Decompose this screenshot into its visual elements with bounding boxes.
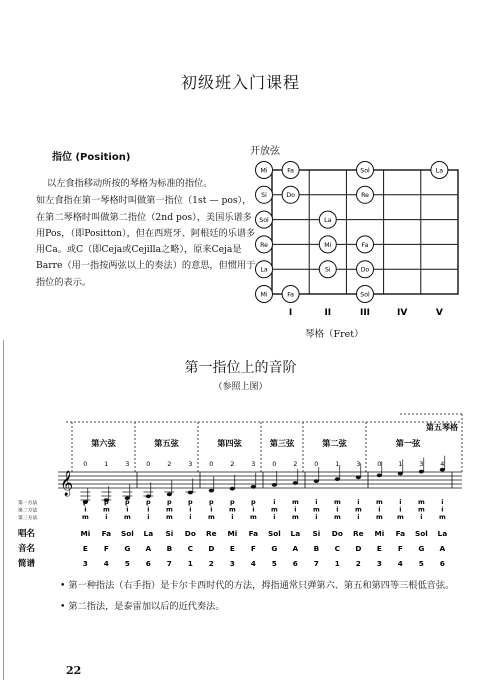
fingering-mark: m — [228, 505, 236, 514]
string-headers — [83, 438, 444, 468]
note-name: 2 — [208, 559, 214, 568]
fret-number: 2 — [293, 460, 298, 468]
note-head — [293, 481, 298, 485]
method-label: 第一方法 — [18, 501, 38, 506]
note-name: Mi — [80, 529, 91, 538]
fingering-mark: i — [189, 513, 192, 521]
note-name: F — [103, 544, 109, 553]
fingering-mark: p — [83, 498, 88, 506]
fret-number: 1 — [335, 460, 340, 468]
note-name: C — [187, 544, 194, 553]
fingering-mark: m — [333, 513, 341, 521]
fingering-mark: i — [273, 498, 276, 506]
fret-number: 3 — [419, 460, 424, 468]
fingering-mark: m — [396, 513, 404, 521]
note-name: 6 — [439, 559, 445, 568]
fret-note-label: Mi — [324, 241, 332, 249]
position-paragraphs — [36, 176, 258, 292]
fifth-fret-label: 第五琴格 — [426, 423, 458, 432]
string-header: 第二弦 — [322, 438, 347, 448]
fingering-mark: i — [441, 505, 444, 514]
note-head — [230, 487, 235, 491]
fretboard-diagram — [250, 158, 465, 326]
fret-note-label: Sol — [360, 291, 370, 299]
fret-numeral: IV — [397, 308, 408, 318]
fret-number: 0 — [377, 460, 382, 468]
note-head — [356, 475, 361, 479]
note-name: Mi — [227, 529, 238, 538]
note-name: 5 — [271, 559, 277, 568]
note-name: F — [250, 544, 256, 553]
open-note-label: Sol — [259, 217, 269, 224]
note-name: D — [355, 544, 362, 553]
note-name: 7 — [313, 559, 319, 568]
note-name: 5 — [418, 559, 424, 568]
note-name: La — [290, 529, 301, 538]
fret-note-label: Do — [286, 192, 295, 200]
fingering-mark: i — [357, 513, 360, 521]
note-name: A — [439, 544, 446, 553]
note-name: B — [166, 544, 173, 553]
row-label: 唱名 — [18, 529, 36, 539]
fingering-mark: i — [399, 505, 402, 514]
fingering-mark: i — [441, 498, 444, 506]
fingering-mark: m — [291, 513, 299, 521]
fingering-mark: i — [126, 505, 129, 514]
fret-note-label: Re — [361, 192, 369, 200]
fingering-mark: m — [165, 513, 173, 521]
fingering-mark: m — [375, 513, 383, 521]
fret-number: 4 — [440, 460, 445, 468]
note-name: A — [145, 544, 152, 553]
note-name: 4 — [103, 559, 109, 568]
fingering-mark: p — [209, 498, 214, 506]
fingering-mark: p — [251, 498, 256, 506]
note-name: Sol — [120, 529, 134, 538]
fret-numerals — [289, 308, 443, 318]
fret-numeral: III — [359, 308, 371, 318]
fingering-mark: i — [420, 513, 423, 521]
note-name: G — [124, 544, 131, 553]
fret-note-label: Sol — [360, 167, 370, 175]
treble-clef: 𝄞 — [60, 471, 74, 496]
fingering-mark: i — [84, 505, 87, 514]
fret-note-label: Fa — [361, 241, 369, 249]
note-head — [188, 491, 193, 495]
note-name: Fa — [395, 529, 406, 538]
fingering-mark: m — [207, 513, 215, 521]
note-name: Fa — [248, 529, 259, 538]
fingering-mark: i — [357, 498, 360, 506]
note-name: E — [229, 544, 235, 553]
page-number: 22 — [66, 664, 82, 677]
note-name: Mi — [374, 529, 385, 538]
note-head — [440, 468, 445, 472]
fret-number: 1 — [104, 460, 109, 468]
note-name: D — [208, 544, 215, 553]
note-head — [377, 474, 382, 478]
fingering-mark: i — [336, 505, 339, 514]
fret-note-label: Fa — [287, 291, 294, 299]
fingering-mark: m — [354, 505, 362, 514]
fingering-mark: i — [315, 498, 318, 506]
fingering-mark: m — [333, 498, 341, 506]
bullet-1: • 第一种指法（右手指）是卡尔卡西时代的方法，拇指通常只弹第六、第五和第四等三根低音弦。 — [60, 580, 455, 591]
note-name: 1 — [187, 559, 193, 568]
string-header: 第三弦 — [269, 438, 295, 448]
note-name: E — [82, 544, 88, 553]
scale-score — [18, 412, 468, 570]
method-label: 第三方法 — [18, 516, 38, 521]
note-head — [398, 472, 403, 476]
note-name: Re — [353, 529, 364, 538]
note-name: La — [143, 529, 154, 538]
fret-number: 3 — [188, 460, 193, 468]
scale-note: （参照上图） — [213, 382, 268, 392]
fret-number: 0 — [209, 460, 214, 468]
open-note-label: La — [260, 266, 268, 274]
fingering-mark: p — [104, 498, 109, 506]
method-label: 第二方法 — [18, 508, 38, 514]
fingering-mark: i — [378, 505, 381, 514]
fingering-mark: i — [147, 513, 150, 521]
open-note-label: Re — [260, 241, 268, 249]
fret-note-label: La — [324, 217, 332, 224]
string-header: 第六弦 — [91, 438, 116, 448]
note-name: 5 — [124, 559, 130, 568]
note-name: Do — [184, 529, 196, 538]
fretted-notes — [282, 162, 448, 303]
string-header: 第一弦 — [395, 438, 421, 448]
note-name: Fa — [101, 529, 112, 538]
fingering-mark: m — [270, 505, 278, 514]
note-name: 6 — [145, 559, 151, 568]
fingering-mark: m — [312, 505, 320, 514]
note-name: 3 — [229, 559, 235, 568]
note-name: E — [376, 544, 382, 553]
note-head — [251, 485, 256, 489]
fret-number: 3 — [125, 460, 130, 468]
fingering-mark: p — [230, 498, 235, 506]
note-name: Sol — [414, 529, 428, 538]
note-name: La — [437, 529, 448, 538]
fret-number: 0 — [83, 460, 88, 468]
note-name: Si — [165, 529, 174, 538]
fingering-mark: i — [210, 505, 213, 514]
string-header: 第五弦 — [154, 438, 179, 448]
position-paragraph-1: 以左食指移动所按的琴格为标准的指位。 — [47, 178, 213, 189]
note-name: 2 — [355, 559, 361, 568]
note-name: 7 — [166, 559, 172, 568]
open-note-label: Si — [261, 192, 267, 200]
open-note-label: Mi — [260, 291, 268, 299]
fingering-mark: i — [189, 505, 192, 514]
note-head — [209, 489, 214, 493]
fingering-mark: i — [147, 505, 150, 514]
note-head — [272, 483, 277, 487]
open-strings-label: 开放弦 — [250, 146, 280, 157]
fret-numeral: II — [324, 308, 332, 318]
fingering-mark: i — [294, 505, 297, 514]
note-name: G — [271, 544, 278, 553]
fingering-mark: m — [417, 498, 425, 506]
fingering-mark: m — [165, 505, 173, 514]
note-name: Si — [312, 529, 321, 538]
note-name: 4 — [250, 559, 256, 568]
note-name: 1 — [334, 559, 340, 568]
fret-number: 3 — [356, 460, 361, 468]
page-title: 初级班入门课程 — [180, 73, 300, 92]
note-name: G — [418, 544, 425, 553]
fingering-mark: i — [105, 513, 108, 521]
row-label: 简谱 — [18, 559, 36, 569]
open-note-label: Mi — [260, 167, 268, 175]
fingering-mark: m — [438, 513, 446, 521]
note-name: 6 — [292, 559, 298, 568]
fret-numeral: I — [288, 308, 293, 318]
fret-number: 2 — [230, 460, 235, 468]
note-head — [314, 479, 319, 483]
note-name: Do — [331, 529, 343, 538]
note-name: A — [292, 544, 299, 553]
note-name: C — [334, 544, 341, 553]
fret-number: 1 — [398, 460, 403, 468]
fret-number: 0 — [146, 460, 151, 468]
note-head — [419, 470, 424, 474]
note-name: Re — [206, 529, 217, 538]
fingering-mark: i — [231, 513, 234, 521]
note-name: Sol — [267, 529, 281, 538]
fret-note-label: Fa — [287, 167, 294, 175]
fingering-mark: m — [123, 513, 131, 521]
fret-note-label: Do — [360, 266, 370, 274]
fingering-mark: i — [252, 505, 255, 514]
position-heading: 指位 (Position) — [52, 152, 131, 163]
note-name: 3 — [376, 559, 382, 568]
note-name: 3 — [82, 559, 88, 568]
fingering-mark: i — [315, 513, 318, 521]
fret-note-label: Si — [324, 266, 331, 274]
fingering-mark: i — [399, 498, 402, 506]
position-paragraph-2: 如左食指在第一琴格时叫做第一指位（1st — pos），在第二琴格时叫做第二指位（2nd pos），美国乐谱多用Pos，（即Positton），但在西班牙、阿根廷的乐谱多用Ca。或C（即Ceja或Cejilla之略），原来Ceja是Barre（用一指按两弦以上的奏法）的意思，但惯用于指位的表示。 — [36, 195, 256, 288]
string-header: 第四弦 — [217, 438, 242, 448]
fret-numeral: V — [435, 308, 443, 318]
fret-number: 0 — [272, 460, 277, 468]
note-name: 4 — [397, 559, 403, 568]
bullet-2: • 第二指法，是泰雷加以后的近代奏法。 — [60, 601, 225, 612]
row-label: 音名 — [18, 544, 36, 554]
fingering-mark: i — [273, 513, 276, 521]
fret-caption: 琴格（Fret） — [305, 329, 364, 340]
note-head — [167, 493, 172, 497]
note-name: F — [397, 544, 403, 553]
fret-number: 0 — [314, 460, 319, 468]
fingering-mark: m — [81, 513, 89, 521]
fingering-mark: m — [249, 513, 257, 521]
fingering-and-names — [18, 498, 447, 569]
fingering-mark: m — [102, 505, 110, 514]
fret-note-label: La — [435, 167, 444, 175]
fingering-mark: m — [417, 505, 425, 514]
bullet-notes — [60, 575, 460, 617]
open-string-notes — [256, 162, 273, 303]
fingering-mark: p — [125, 498, 130, 506]
fingering-mark: p — [188, 498, 193, 506]
fret-number: 2 — [167, 460, 172, 468]
note-name: B — [313, 544, 320, 553]
fingering-mark: p — [167, 498, 172, 506]
note-head — [335, 477, 340, 481]
fret-number: 3 — [251, 460, 256, 468]
scale-title: 第一指位上的音阶 — [184, 360, 297, 376]
fingering-mark: m — [375, 498, 383, 506]
fingering-mark: m — [291, 498, 299, 506]
fingering-mark: p — [146, 498, 151, 506]
